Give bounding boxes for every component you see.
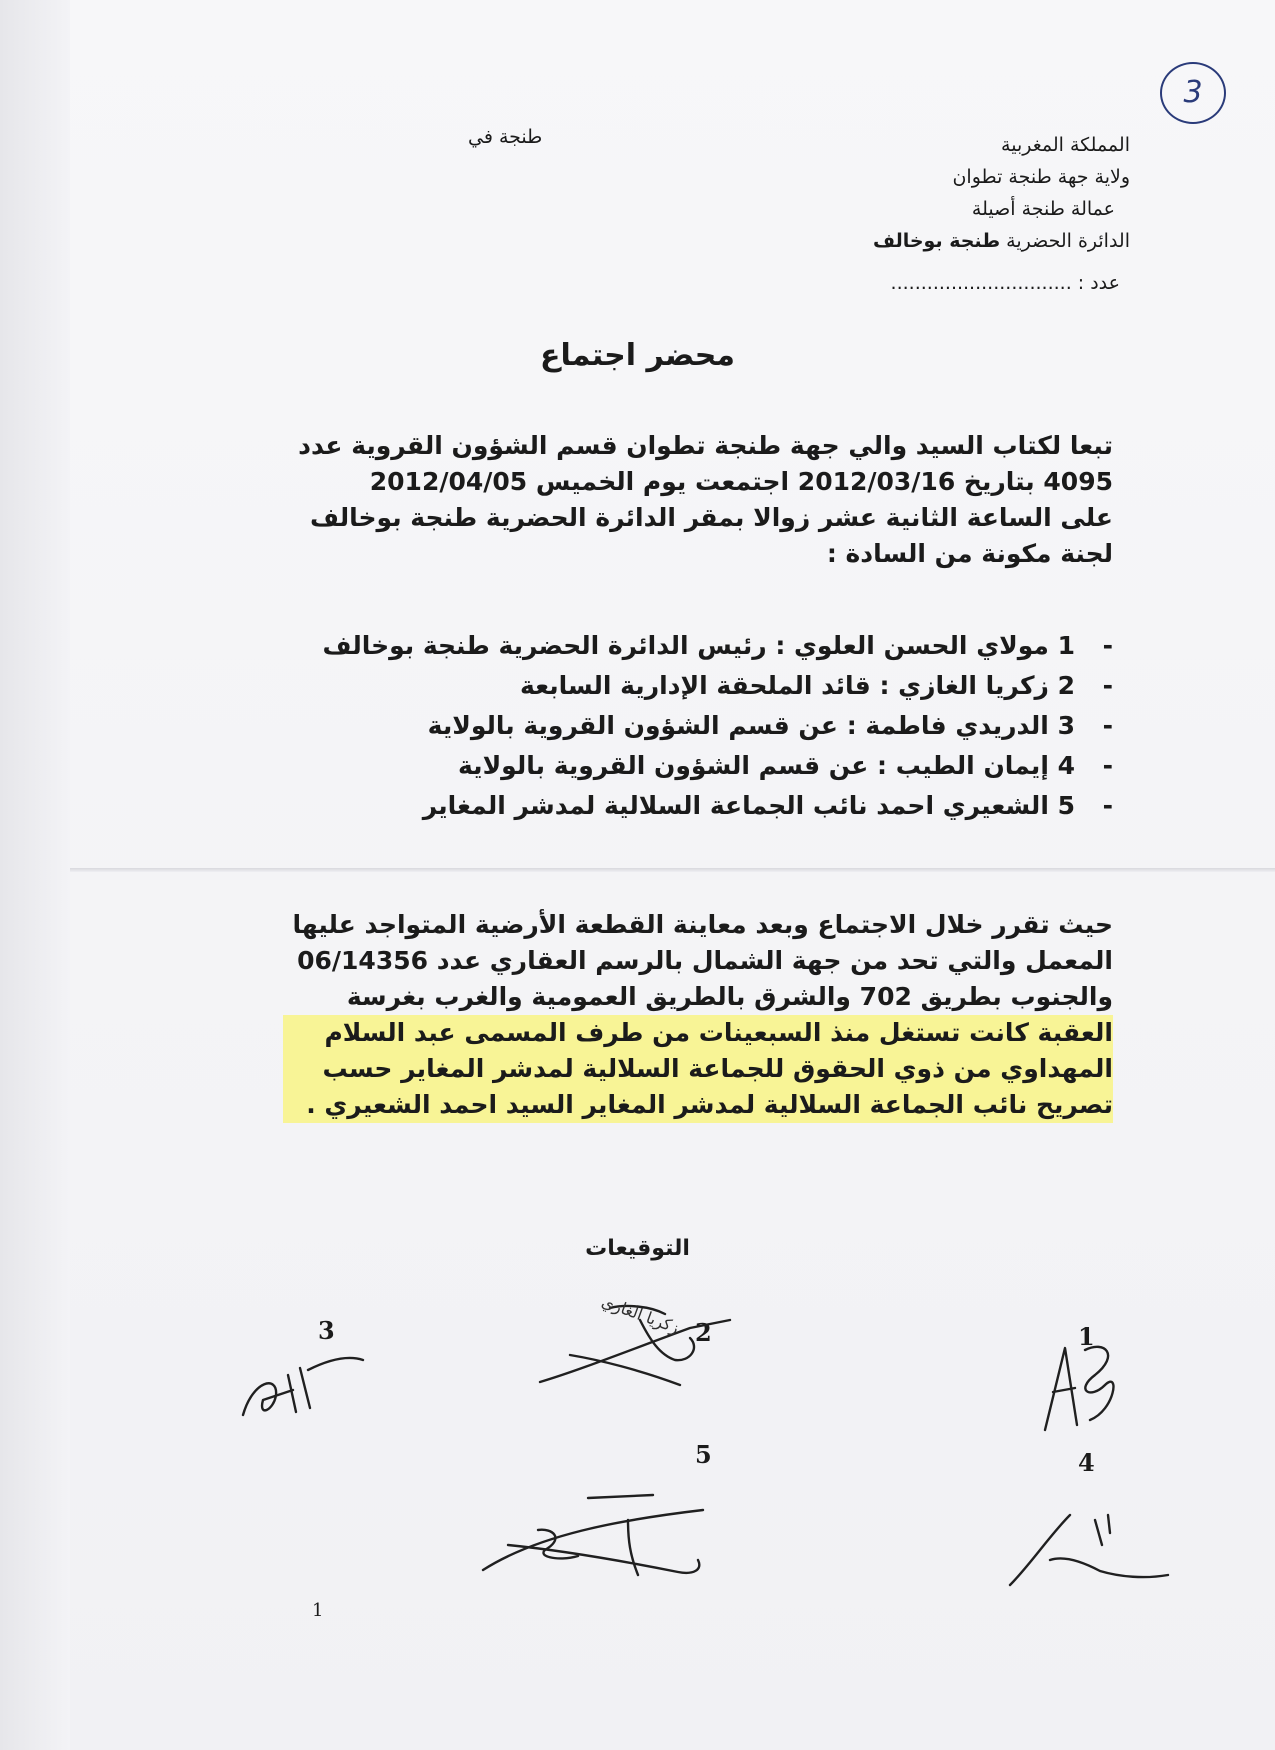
body-line-highlighted: العقبة كانت تستغل منذ السبعينات من طرف المسمى عبد السلام (283, 1015, 1113, 1051)
signature-number-5: 5 (695, 1440, 712, 1469)
signature-5-image (478, 1490, 713, 1590)
intro-line: لجنة مكونة من السادة : (826, 539, 1113, 568)
header-district (873, 230, 1130, 252)
body-line-highlighted: المهداوي من ذوي الحقوق للجماعة السلالية لمدشر المغاير حسب (283, 1051, 1113, 1087)
place-date-label: طنجة في (468, 126, 543, 148)
header-kingdom: المملكة المغربية (1001, 134, 1130, 156)
paper-fold (70, 868, 1275, 872)
signature-2-handwritten: زكريا الغازي (599, 1291, 682, 1338)
member-item: - 4 إيمان الطيب : عن قسم الشؤون القروية بالولاية (283, 748, 1113, 784)
member-item: - 2 زكريا الغازي : قائد الملحقة الإدارية السابعة (283, 668, 1113, 704)
signatures-title: التوقيعات (585, 1236, 690, 1261)
body-line: حيث تقرر خلال الاجتماع وبعد معاينة القطعة الأرضية المتواجد عليها (292, 910, 1113, 939)
district-name: طنجة بوخالف (872, 230, 1001, 252)
header-prefecture: عمالة طنجة أصيلة (971, 198, 1115, 220)
decision-paragraph (283, 907, 1113, 1123)
committee-members-list (283, 628, 1113, 828)
body-line: والجنوب بطريق 702 والشرق بالطريق العمومية والغرب بغرسة (346, 982, 1113, 1011)
body-line-highlighted: تصريح نائب الجماعة السلالية لمدشر المغاير السيد احمد الشعيري . (283, 1087, 1113, 1123)
member-item: - 5 الشعيري احمد نائب الجماعة السلالية لمدشر المغاير (283, 788, 1113, 824)
district-prefix: الدائرة الحضرية (1006, 230, 1130, 252)
intro-line: 4095 بتاريخ 2012/03/16 اجتمعت يوم الخميس 2012/04/05 (369, 467, 1113, 496)
member-item: - 1 مولاي الحسن العلوي : رئيس الدائرة الحضرية طنجة بوخالف (283, 628, 1113, 664)
reference-number: عدد : .............................. (890, 272, 1120, 294)
intro-paragraph (283, 428, 1113, 572)
member-item: - 3 الدريدي فاطمة : عن قسم الشؤون القروية بالولاية (283, 708, 1113, 744)
signature-4-image (1010, 1505, 1170, 1590)
page-marker-circle: 3 (1160, 62, 1226, 124)
footer-page-number: 1 (312, 1600, 324, 1621)
intro-line: تبعا لكتاب السيد والي جهة طنجة تطوان قسم الشؤون القروية عدد (298, 431, 1113, 460)
signature-number-1: 1 (1078, 1322, 1095, 1351)
intro-line: على الساعة الثانية عشر زوالا بمقر الدائرة الحضرية طنجة بوخالف (309, 503, 1113, 532)
body-line: المعمل والتي تحد من جهة الشمال بالرسم العقاري عدد 06/14356 (297, 946, 1113, 975)
signature-number-4: 4 (1078, 1448, 1095, 1477)
document-title: محضر اجتماع (540, 338, 735, 373)
signature-1-image (1035, 1330, 1125, 1440)
scan-left-edge (0, 0, 70, 1750)
signature-number-3: 3 (318, 1316, 335, 1345)
signature-3-image (238, 1340, 368, 1425)
header-wilaya: ولاية جهة طنجة تطوان (952, 166, 1130, 188)
signature-number-2: 2 (695, 1318, 712, 1347)
